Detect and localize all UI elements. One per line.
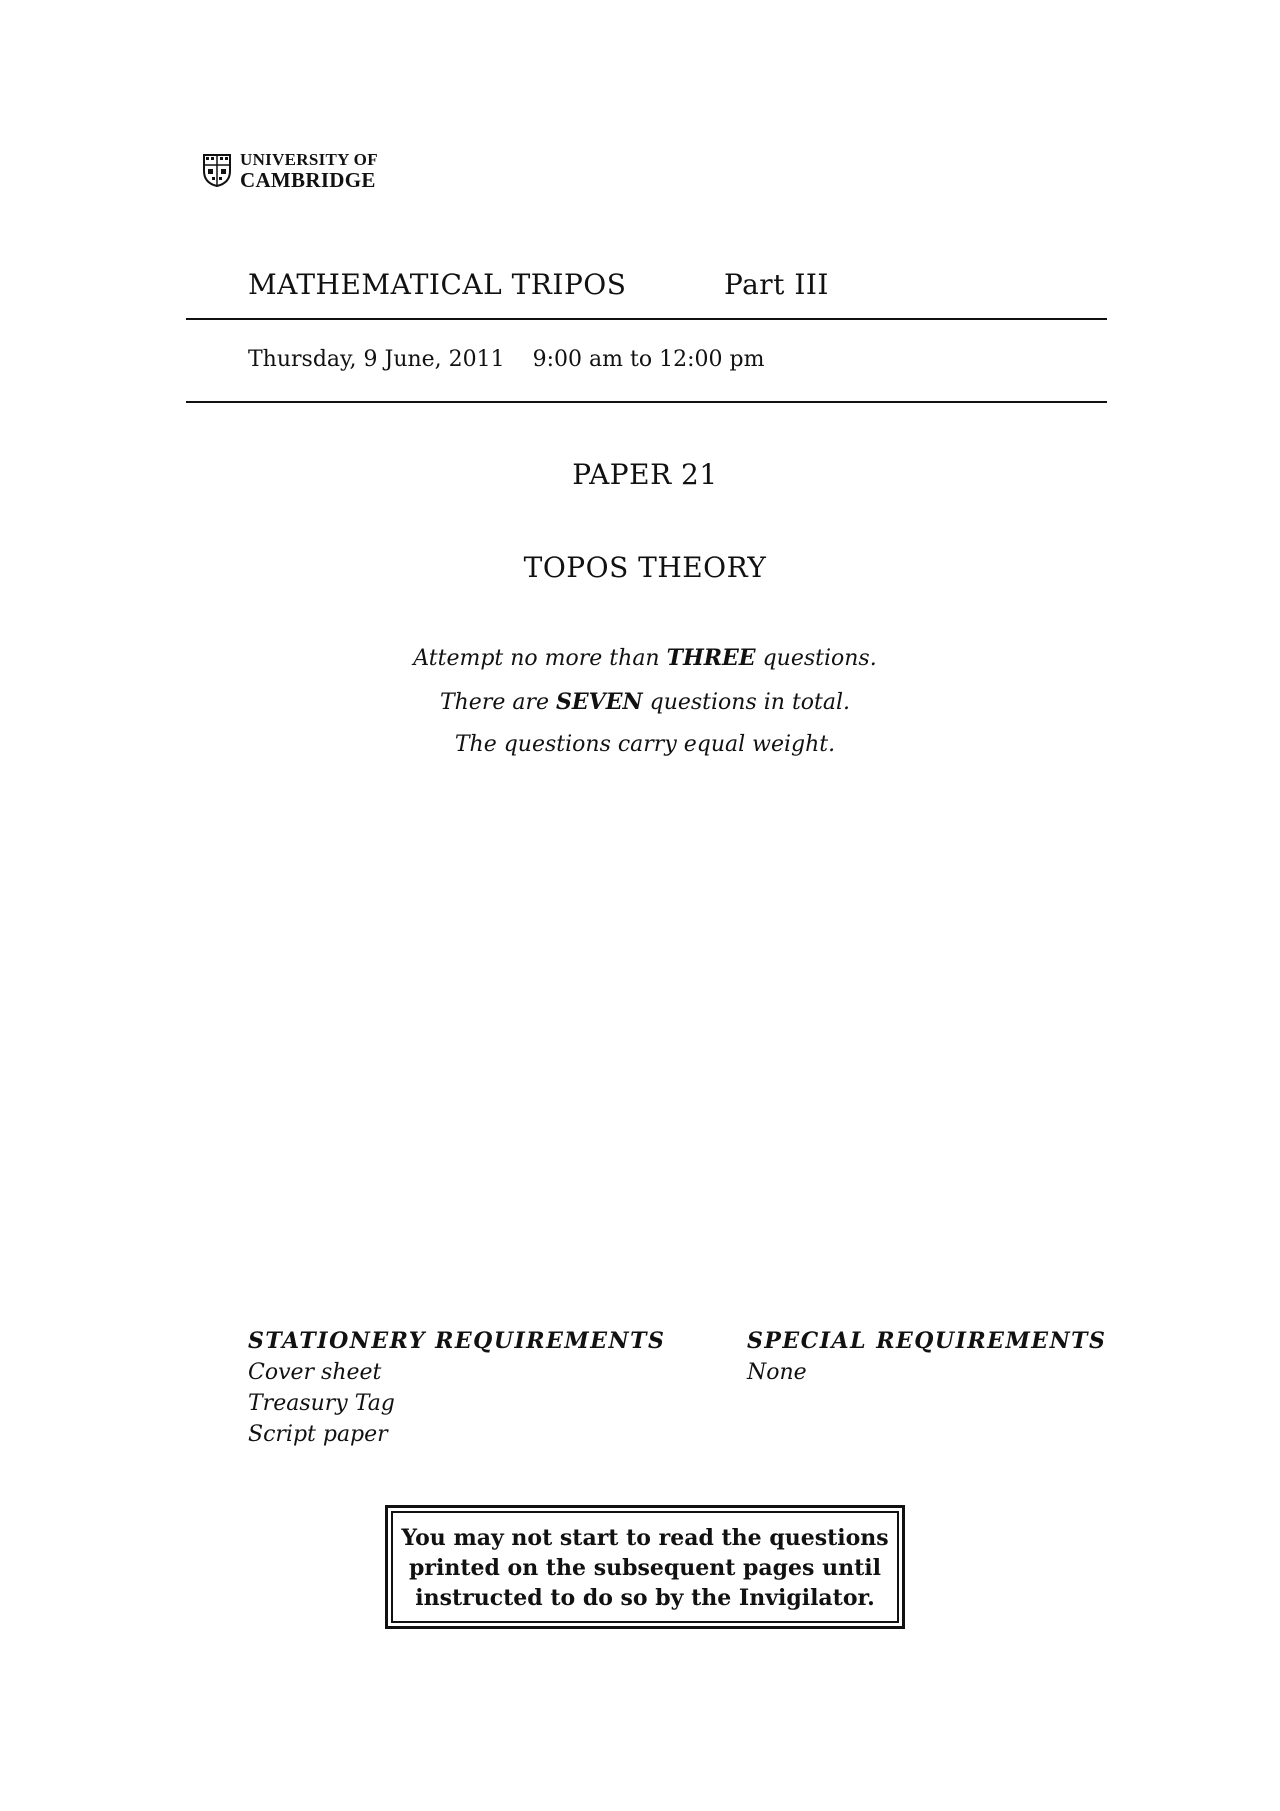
notice-line-1: You may not start to read the questions <box>401 1525 889 1551</box>
paper-subject: TOPOS THEORY <box>523 551 767 584</box>
logo-line-1: UNIVERSITY OF <box>240 150 378 169</box>
instruction-1-post: questions. <box>755 646 877 671</box>
exam-title: MATHEMATICAL TRIPOS <box>248 268 627 301</box>
instruction-1-bold: THREE <box>666 645 756 671</box>
university-crest-icon <box>202 153 232 187</box>
stationery-item: Treasury Tag <box>248 1391 395 1416</box>
logo-line-2: CAMBRIDGE <box>240 168 376 192</box>
paper-number: PAPER 21 <box>572 458 718 491</box>
instruction-line-3: The questions carry equal weight. <box>454 732 836 757</box>
exam-part: Part III <box>724 268 829 301</box>
notice-line-3: instructed to do so by the Invigilator. <box>415 1585 875 1611</box>
bottom-divider <box>186 401 1107 403</box>
exam-date: Thursday, 9 June, 2011 <box>248 347 505 372</box>
exam-title-row <box>248 268 829 301</box>
exam-time: 9:00 am to 12:00 pm <box>532 347 765 372</box>
instruction-2-bold: SEVEN <box>556 689 643 715</box>
instruction-2-post: questions in total. <box>642 690 851 715</box>
exam-date-line <box>248 347 764 372</box>
invigilator-notice-text <box>391 1511 899 1623</box>
stationery-requirements <box>248 1326 665 1450</box>
logo-text <box>240 150 378 190</box>
instruction-1-pre: Attempt no more than <box>413 646 667 671</box>
special-requirements <box>747 1326 1106 1388</box>
special-heading: SPECIAL REQUIREMENTS <box>747 1328 1107 1354</box>
instruction-line-1 <box>0 645 1280 671</box>
stationery-heading: STATIONERY REQUIREMENTS <box>248 1328 666 1354</box>
special-item: None <box>747 1360 807 1385</box>
top-divider <box>186 318 1107 320</box>
university-logo <box>202 150 378 190</box>
stationery-item: Script paper <box>248 1422 388 1447</box>
invigilator-notice-box <box>385 1505 905 1629</box>
instruction-line-2 <box>0 689 1280 715</box>
stationery-item: Cover sheet <box>248 1360 382 1385</box>
instruction-2-pre: There are <box>439 690 557 715</box>
notice-line-2: printed on the subsequent pages until <box>409 1555 881 1581</box>
